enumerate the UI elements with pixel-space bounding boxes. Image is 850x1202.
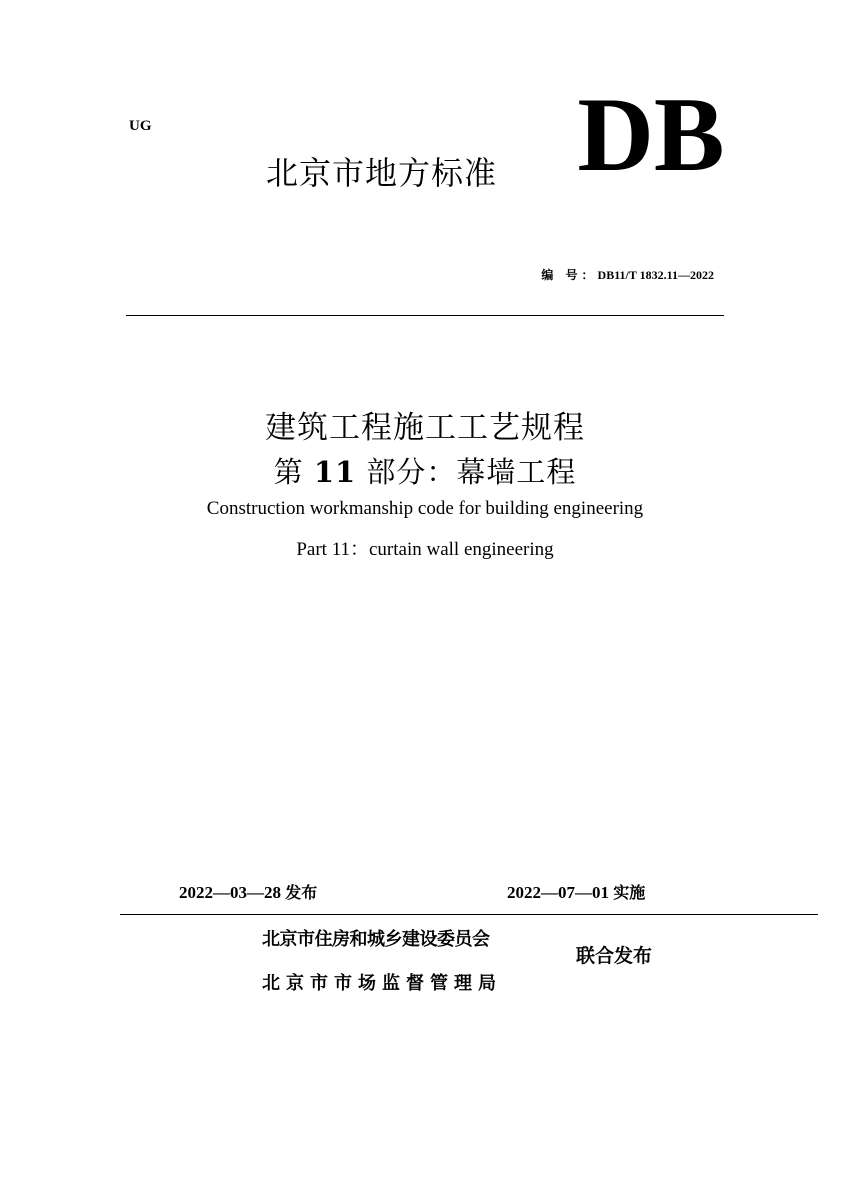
title-english-line2: Part 11：curtain wall engineering bbox=[296, 539, 554, 560]
standard-number-value: DB11/T 1832.11—2022 bbox=[597, 268, 714, 282]
title-chinese-line2 bbox=[0, 450, 850, 491]
issuer-housing-commission: 北京市住房和城乡建设委员会 bbox=[262, 929, 490, 950]
standard-type-heading: 北京市地方标准 bbox=[266, 154, 498, 192]
db-logo-text: DB bbox=[577, 76, 725, 193]
implement-date-value: 2022—07—01 bbox=[507, 883, 609, 902]
ics-code: UG bbox=[129, 118, 152, 134]
title-chinese-line1: 建筑工程施工工艺规程 bbox=[265, 410, 585, 446]
publish-date-value: 2022—03—28 bbox=[179, 883, 281, 902]
title-part-number: 11 bbox=[313, 455, 357, 489]
implement-date-label: 实施 bbox=[613, 883, 646, 902]
title-english-line1: Construction workmanship code for building engineering bbox=[206, 498, 644, 519]
db-logo bbox=[577, 76, 725, 193]
standard-number bbox=[541, 266, 714, 283]
db-logo-graphic bbox=[577, 76, 725, 193]
title-part-prefix: 第 bbox=[273, 455, 304, 489]
title-part-suffix: 部分：幕墙工程 bbox=[366, 455, 577, 489]
bottom-divider bbox=[120, 914, 818, 915]
publish-date bbox=[179, 880, 317, 903]
joint-publish-label: 联合发布 bbox=[576, 945, 653, 967]
issuer-market-regulation: 北京市市场监督管理局 bbox=[262, 973, 502, 994]
publish-date-label: 发布 bbox=[285, 883, 318, 902]
standard-number-label: 编 号： bbox=[541, 268, 598, 282]
implement-date bbox=[507, 880, 645, 903]
top-divider bbox=[126, 315, 724, 316]
